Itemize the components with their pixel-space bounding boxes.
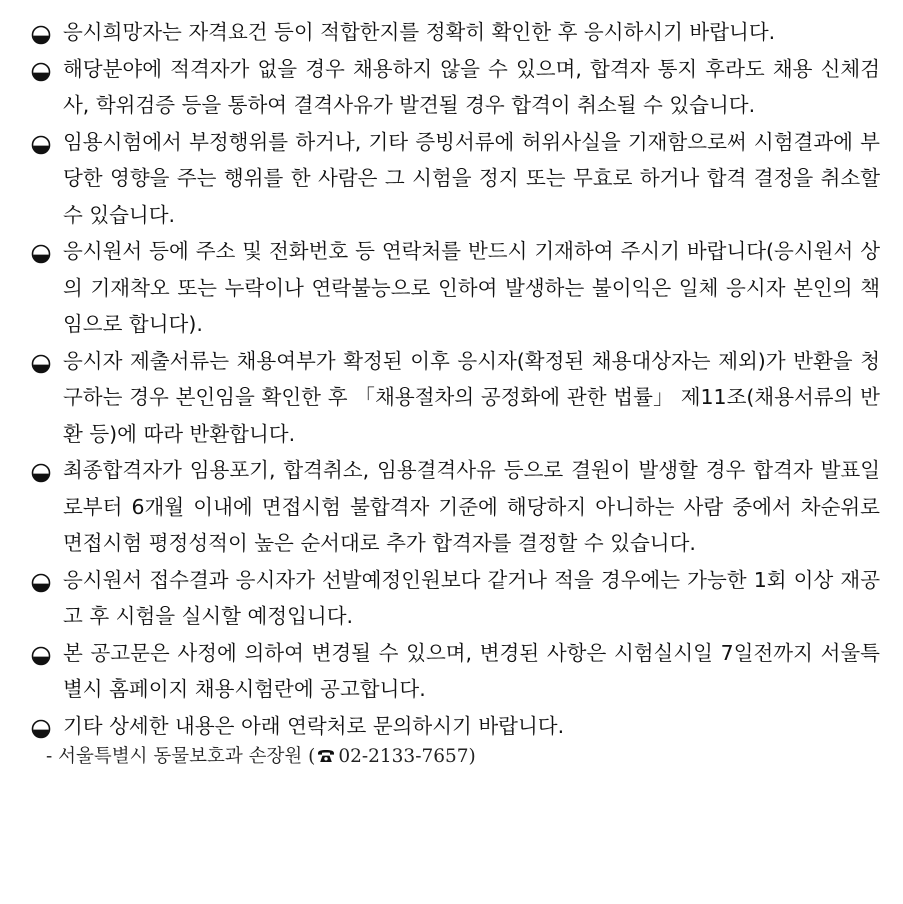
notice-item-9 xyxy=(30,708,880,745)
bullet-icon xyxy=(30,645,52,667)
notice-text: 응시자 제출서류는 채용여부가 확정된 이후 응시자(확정된 채용대상자는 제외)가 반환을 청구하는 경우 본인임을 확인한 후 「채용절차의 공정화에 관한 법률」 제11조(채용서류의 반환 등)에 따라 반환합니다. xyxy=(63,348,880,446)
contact-line xyxy=(46,742,880,772)
bullet-icon xyxy=(30,572,52,594)
notice-text: 최종합격자가 임용포기, 합격취소, 임용결격사유 등으로 결원이 발생할 경우 합격자 발표일로부터 6개월 이내에 면접시험 불합격자 기준에 해당하지 아니하는 사람 중에서 차순위로 면접시험 평정성적이 높은 순서대로 추가 합격자를 결정할 수 있습니다. xyxy=(63,458,880,555)
notice-text: 본 공고문은 사정에 의하여 변경될 수 있으며, 변경된 사항은 시험실시일 7일전까지 서울특별시 홈페이지 채용시험란에 공고합니다. xyxy=(63,640,880,701)
notice-text: 응시원서 접수결과 응시자가 선발예정인원보다 같거나 적을 경우에는 가능한 1회 이상 재공고 후 시험을 실시할 예정입니다. xyxy=(63,567,880,628)
notice-item-4 xyxy=(30,233,880,343)
contact-phone: 02-2133-7657) xyxy=(338,746,476,767)
bullet-icon xyxy=(30,462,52,484)
notice-item-2 xyxy=(30,51,880,124)
notice-list xyxy=(30,14,880,772)
bullet-icon xyxy=(30,243,52,265)
bullet-icon xyxy=(30,353,52,375)
notice-item-8 xyxy=(30,635,880,708)
notice-item-7 xyxy=(30,562,880,635)
notice-item-3 xyxy=(30,124,880,234)
bullet-icon xyxy=(30,134,52,156)
notice-text: 임용시험에서 부정행위를 하거나, 기타 증빙서류에 허위사실을 기재함으로써 시험결과에 부당한 영향을 주는 행위를 한 사람은 그 시험을 정지 또는 무효로 하거나 합격 결정을 취소할 수 있습니다. xyxy=(63,129,880,227)
notice-item-1 xyxy=(30,14,880,51)
notice-text: 기타 상세한 내용은 아래 연락처로 문의하시기 바랍니다. xyxy=(63,713,565,738)
notice-item-6 xyxy=(30,452,880,562)
notice-item-5 xyxy=(30,343,880,453)
notice-text: 해당분야에 적격자가 없을 경우 채용하지 않을 수 있으며, 합격자 통지 후라도 채용 신체검사, 학위검증 등을 통하여 결격사유가 발견될 경우 합격이 취소될 수 있습니다. xyxy=(63,56,880,117)
bullet-icon xyxy=(30,24,52,46)
bullet-icon xyxy=(30,718,52,740)
notice-text: 응시희망자는 자격요건 등이 적합한지를 정확히 확인한 후 응시하시기 바랍니다. xyxy=(63,20,776,44)
telephone-icon xyxy=(317,749,335,763)
notice-text: 응시원서 등에 주소 및 전화번호 등 연락처를 반드시 기재하여 주시기 바랍니다(응시원서 상의 기재착오 또는 누락이나 연락불능으로 인하여 발생하는 불이익은 일체 응시자 본인의 책임으로 합니다). xyxy=(63,239,880,336)
bullet-icon xyxy=(30,61,52,83)
contact-prefix: - 서울특별시 동물보호과 손장원 ( xyxy=(46,746,316,767)
